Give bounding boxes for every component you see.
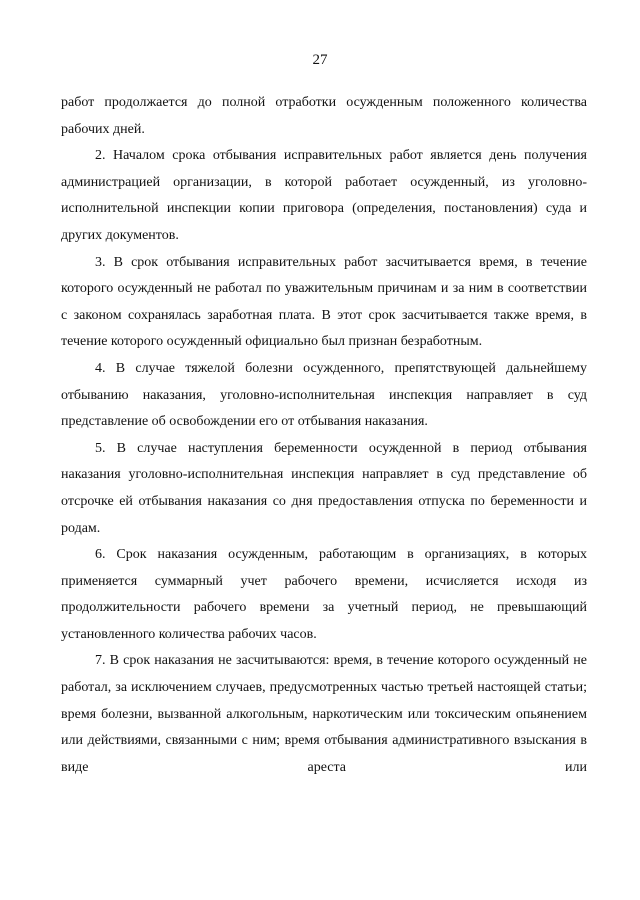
paragraph-4: 4. В случае тяжелой болезни осужденного, препятствующей дальнейшему отбыванию наказания, уголовно-исполнительная инспекция направляет в суд представление об освобождении его от отбывания наказания.	[61, 360, 587, 430]
page-number: 27	[312, 52, 328, 68]
paragraph-3: 3. В срок отбывания исправительных работ засчитывается время, в течение которого осужденный не работал по уважительным причинам и за ним в соответствии с законом сохранялась заработная плата. В этот срок засчитывается также время, в течение которого осужденный официально был признан безработным.	[61, 254, 587, 350]
paragraph-2: 2. Началом срока отбывания исправительных работ является день получения администрацией организации, в которой работает осужденный, из уголовно-исполнительной инспекции копии приговора (определения, постановления) суда и других документов.	[61, 148, 587, 243]
paragraph-7: 7. В срок наказания не засчитываются: время, в течение которого осужденный не работал, за исключением случаев, предусмотренных частью третьей настоящей статьи; время болезни, вызванной алкогольным, наркотическим или токсическим опьянением или действиями, связанными с ним; время отбывания административного взыскания в виде ареста или	[61, 653, 587, 775]
paragraph-6: 6. Срок наказания осужденным, работающим в организациях, в которых применяется суммарный учет рабочего времени, исчисляется исходя из продолжительности рабочего времени за учетный период, не превышающий установленного количества рабочих часов.	[61, 547, 587, 642]
paragraph-5: 5. В случае наступления беременности осужденной в период отбывания наказания уголовно-исполнительная инспекция направляет в суд представление об отсрочке ей отбывания наказания со дня предоставления отпуска по беременности и родам.	[61, 440, 587, 536]
document-body	[61, 90, 587, 781]
paragraph-continuation: работ продолжается до полной отработки осужденным положенного количества рабочих дней.	[61, 95, 587, 137]
